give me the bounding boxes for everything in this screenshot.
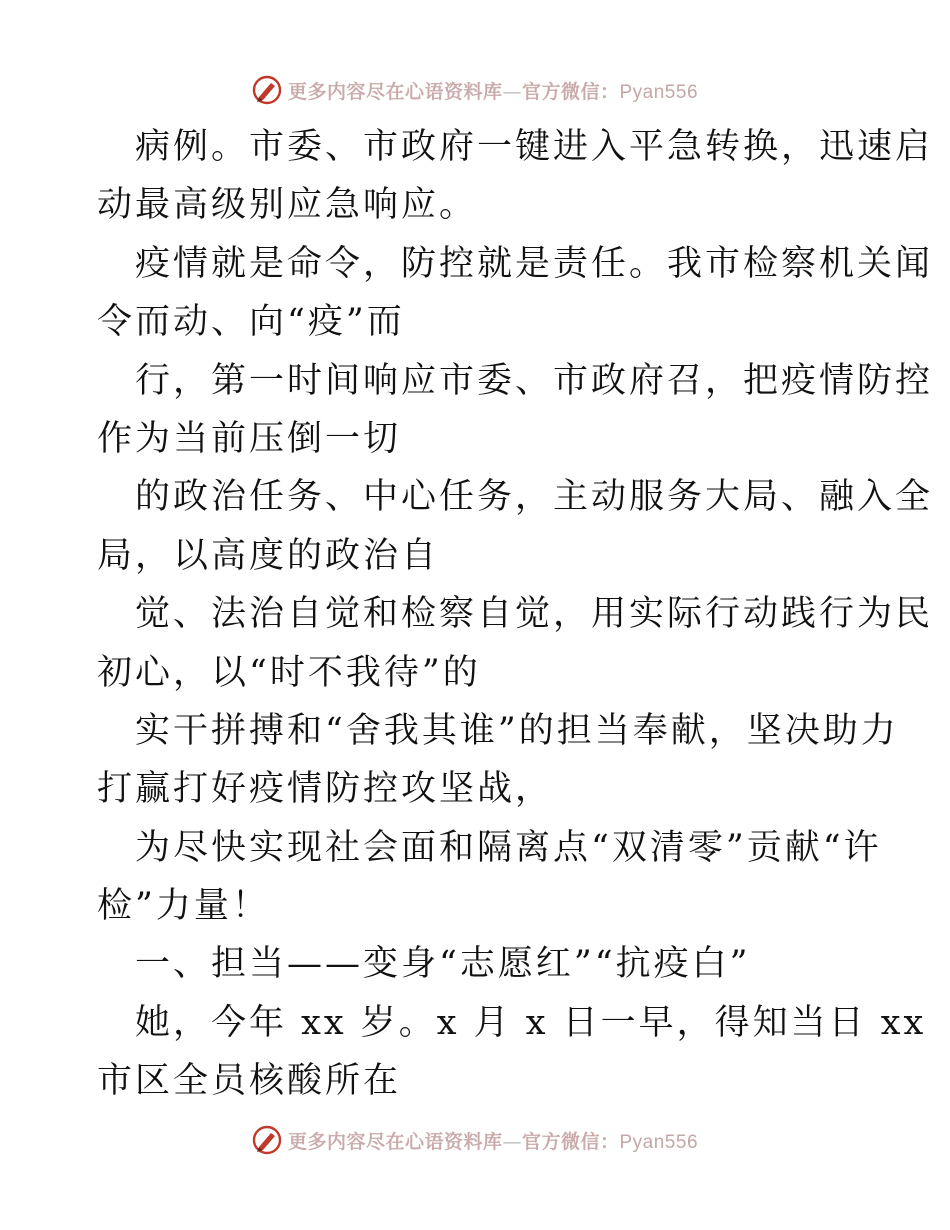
text-line: 令而动、向“疫”而 bbox=[97, 302, 405, 343]
text-line: 局，以高度的政治自 bbox=[97, 535, 440, 576]
text-line: 市区全员核酸所在 bbox=[97, 1061, 402, 1102]
pen-logo-icon bbox=[252, 1125, 282, 1155]
text-line: 她，今年 xx 岁。x 月 x 日一早，得知当日 xx bbox=[135, 1002, 927, 1043]
header-watermark bbox=[0, 70, 950, 110]
watermark-text: 更多内容尽在心语资料库—官方微信：Pyan556 bbox=[287, 80, 699, 103]
text-line: 打赢打好疫情防控攻坚战， bbox=[97, 769, 554, 810]
text-line: 作为当前压倒一切 bbox=[97, 418, 402, 459]
text-line: 的政治任务、中心任务，主动服务大局、融入全 bbox=[135, 477, 934, 518]
document-body bbox=[97, 118, 934, 1111]
text-line: 一、担当——变身“志愿红”“抗疫白” bbox=[135, 944, 751, 985]
text-line: 动最高级别应急响应。 bbox=[97, 185, 478, 226]
text-line: 为尽快实现社会面和隔离点“双清零”贡献“许 bbox=[135, 827, 882, 868]
pen-logo-icon bbox=[252, 75, 282, 105]
text-line: 初心，以“时不我待”的 bbox=[97, 652, 481, 693]
text-line: 觉、法治自觉和检察自觉，用实际行动践行为民 bbox=[135, 594, 934, 635]
text-line: 病例。市委、市政府一键进入平急转换，迅速启 bbox=[135, 127, 934, 167]
text-line: 疫情就是命令，防控就是责任。我市检察机关闻 bbox=[135, 243, 934, 284]
watermark-text: 更多内容尽在心语资料库—官方微信：Pyan556 bbox=[287, 1130, 699, 1153]
footer-watermark bbox=[0, 1120, 950, 1160]
text-line: 检”力量！ bbox=[97, 886, 270, 927]
text-line: 实干拼搏和“舍我其谁”的担当奉献，坚决助力 bbox=[135, 710, 899, 751]
text-line: 行，第一时间响应市委、市政府召，把疫情防控 bbox=[135, 360, 934, 401]
